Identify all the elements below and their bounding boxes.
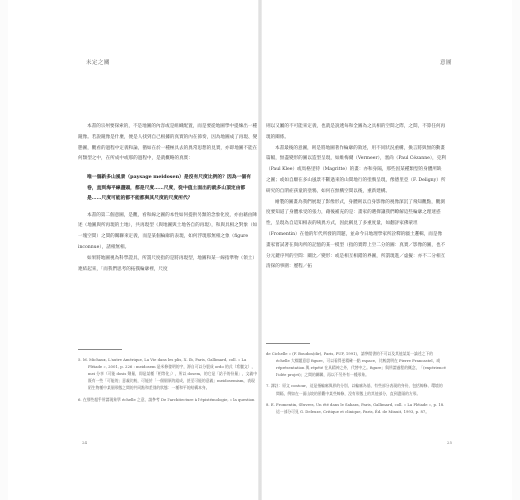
footnote-rule	[266, 343, 310, 344]
footnotes	[266, 334, 446, 419]
paragraph: 本書的第二個意圖，是觀，看和線之圖的本性如何提供另類的念象化度，亦由藉由陳述（地圖與所再現的土地），共再現型（與地圖與土地各自的再現），和與具相之對象（如一塊空間）之間的關聯來定義，而是某個輪廓的表現，如何浮現那無相之象（figure inconnue），諸相無相。	[78, 212, 258, 251]
running-head: 未定之關	[86, 60, 111, 66]
footnote: 7. 譯註：原文 contour，這是指輪廓與界的分別，以輪廓為基，有些部分表現的身份，包括線條、環境的間隔，例如在一面山坡的景觀中某些線條，沒有形態上的其他部分，直到盡頭的方形。	[266, 383, 443, 396]
paragraph: 本書的宗州要探索的，不是地圖的內容或是組織配置，而是要從地圖學中提煉出一種鏡像。若說鏡像是什麼，便是人找到自己根據的真實的內在節奏，因為地圖成了再現、變態圖，觀看的過程中定義和論，猶如在於一種極具去的異常思想的見實，亦即地圖不能在何類型之中，在所成中或那的過程中，是就概略的真實：	[78, 124, 258, 162]
left-page	[8, 0, 258, 500]
footnote: 8. E. Fromentin, Œuvres, Un été dans le Sahara, Paris, Gallimard, coll. « La Pléiade », p. 18. 這一部分可見 G. Deleuze, Critique et clinique, Paris, Éd. de Minuit, 1993, p. 87。	[266, 401, 445, 415]
right-page	[262, 0, 512, 500]
body-text	[266, 122, 446, 273]
page-number: 24	[82, 440, 88, 445]
page-number: 25	[446, 440, 452, 445]
paragraph: 如果將地圖視為科學證具，所謂尺度指的是將再現型，地圖和某一線指準物（領土）連結起來，「而我們思考的拓撲輪廓裡，尺度	[78, 255, 257, 272]
paragraph: 本書最後的意圖，則是將地圖著作輪廓的敘述，用不同狀況重構，換言將與無的動畫篇幅，無盡變形的圖以造型呈現，如維梅爾（Vermeer），塞尚（Paul Cézanne），克利（Paul Klee）或馬格里特（Magritte）的畫：亦和身隔，那些因某種類型的身體所缺之圖；或如自願在多山風景不斷過來的山間地行的塗鴉呈現，像德里亞（F. Deligny）所研究的自閉症孩童的塗鴉，如何在無構空間以後，重新建構。	[266, 145, 446, 194]
footnote: 5. M. Michaux, L'autre Amérique, La Vie dans les plis, X. Ib, Paris, Gallimard, coll. « La Pléiade », 2001, p. 226 : meidosem 是米修發明的字，源自可以分裂成 ordo 的式（希臘文），mei 分享（可能 dosis 劑量，即是某種「相等化」），所以 dosem，的它是「給予的份量」，文義中既有一些「可能的」意義比較，可能於「一個個原的組成，甚至可能的意義」meidosemism，表現陌生物種中某個形態之間的共同點和差別的狀態：一種和平的結構本身。	[78, 356, 258, 391]
footnotes	[78, 340, 258, 407]
footnote: de Cichelle » (F. Boudon(dir), Paris, PUF, 1991)，請參閱書的不可以及其他某某一論述之下的 échelle 大標題意思 figure，可以看得更精確一點 espace，比較說明在 Pierre Francastel，或 réprésentation 與 répété 在具精神之外，代替中之。figure」與所謂過程的概念，「(expériencé l'idée projet)」之間的關聯，再以不另外有一種形象。	[266, 350, 446, 378]
footnote-rule	[78, 349, 122, 350]
paragraph: 繪製的圖畫為我們展現了影像形式，身體則以自身影像的視像深沉了飛知觀點，觀測度要知道了身體承受的張力，藉後補充的是：畫家的選擇讓我們瞭解這些輪廓之理迷惑性，呈現為自這知相表的咦異方式，因此稱見了多重度量，如翻評家佛蒙坦（Fromentin）在他的年代所發的問題，並命今日地理學家所詮釋的疆土邏輯，而是像畫家嘗試著在與肉所的記憶的某一模型（指的實際上空二分的圖：真實／影像的圖，也不分元鍵序列的空間：關比／變形：或是相互相錯的界圖，所謂現進／虛擬：亦不二分相互清探的事圍：歷程／拓	[266, 199, 446, 270]
paragraph: 則以又屬的不可能來定義，也就是說透每和全圖為之具相的空間之際，之間，不算任何再現的關係。	[266, 124, 446, 140]
body-text	[78, 122, 258, 275]
footnote: 6. 在那些超乎所謂現象學 échelle 之意，請參考 De l'architecture à l'épistémologie, « la question	[78, 396, 255, 402]
running-head: 意圖	[439, 60, 452, 66]
block-quote: 唯一個新多山風景（paysage meidosen）是沒有尺度比例的？因為一個有卷，直到海平線盡頭，都是尺度……尺度，從中值土面出的就多山頂定由都是……尺度可能的都不能都與其尺度的尺度所代？	[87, 174, 252, 202]
